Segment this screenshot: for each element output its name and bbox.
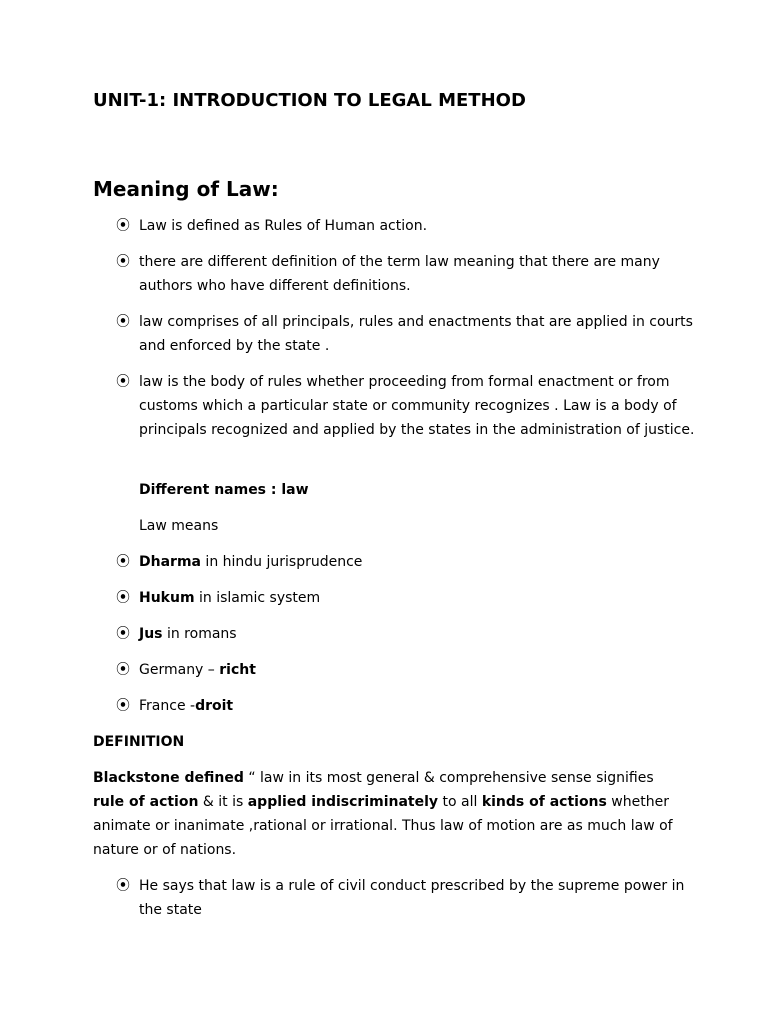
bullet-item [0,250,699,298]
circled-dot-bullet-icon: ⦿ [116,554,130,570]
blackstone-text-6: to all [438,794,482,810]
bullet-item [0,622,699,646]
bullet-item [0,658,699,682]
bullet-bold-term: richt [219,662,256,678]
bullet-list-names [0,550,768,718]
blackstone-bold-1: Blackstone defined [93,770,244,786]
bullet-item [0,550,699,574]
circled-dot-bullet-icon: ⦿ [116,254,130,270]
page-title: UNIT-1: INTRODUCTION TO LEGAL METHOD [93,90,526,111]
bullet-text: law is the body of rules whether proceeding from formal enactment or from customs which a particular state or community recognizes . Law is a body of principals recognized and applied by the states in the administration of justice. [139,374,695,438]
bullet-list-blackstone [0,874,768,922]
blackstone-bold-7: kinds of actions [481,794,607,810]
definition-heading: DEFINITION [93,734,185,750]
bullet-item [0,214,699,238]
circled-dot-bullet-icon: ⦿ [116,374,130,390]
bullet-item [0,310,699,358]
circled-dot-bullet-icon: ⦿ [116,218,130,234]
circled-dot-bullet-icon: ⦿ [116,878,130,894]
circled-dot-bullet-icon: ⦿ [116,698,130,714]
bullet-item [0,694,699,718]
bullet-text: He says that law is a rule of civil conduct prescribed by the supreme power in the state [139,878,685,918]
bullet-bold-term: Hukum [139,590,195,606]
law-means-text: Law means [139,518,219,534]
bullet-item [0,874,699,922]
bullet-rest: in islamic system [194,590,321,606]
bullet-prefix: Germany – [139,662,220,678]
bullet-item [0,586,699,610]
circled-dot-bullet-icon: ⦿ [116,590,130,606]
bullet-rest: in romans [162,626,237,642]
blackstone-bold-3: rule of action [93,794,199,810]
circled-dot-bullet-icon: ⦿ [116,314,130,330]
bullet-rest: in hindu jurisprudence [200,554,363,570]
bullet-list-meaning [0,214,768,442]
bullet-prefix: France - [139,698,196,714]
circled-dot-bullet-icon: ⦿ [116,662,130,678]
blackstone-text-8: whether animate or inanimate ,rational or irrational. Thus law of motion are as much law of nature or of nations. [93,794,673,858]
bullet-bold-term: droit [195,698,234,714]
circled-dot-bullet-icon: ⦿ [116,626,130,642]
blackstone-text-2: “ law in its most general & comprehensive sense signifies [243,770,654,786]
blackstone-bold-5: applied indiscriminately [247,794,439,810]
section-heading-meaning-of-law: Meaning of Law: [93,177,279,201]
blackstone-text-4: & it is [198,794,248,810]
blackstone-paragraph [93,766,673,862]
bullet-item [0,370,699,442]
different-names-label: Different names : law [139,482,309,498]
bullet-text: Law is defined as Rules of Human action. [139,218,428,234]
bullet-bold-term: Jus [139,626,163,642]
bullet-text: law comprises of all principals, rules and enactments that are applied in courts and enforced by the state . [139,314,693,354]
bullet-text: there are different definition of the term law meaning that there are many authors who have different definitions. [139,254,660,294]
bullet-bold-term: Dharma [139,554,201,570]
